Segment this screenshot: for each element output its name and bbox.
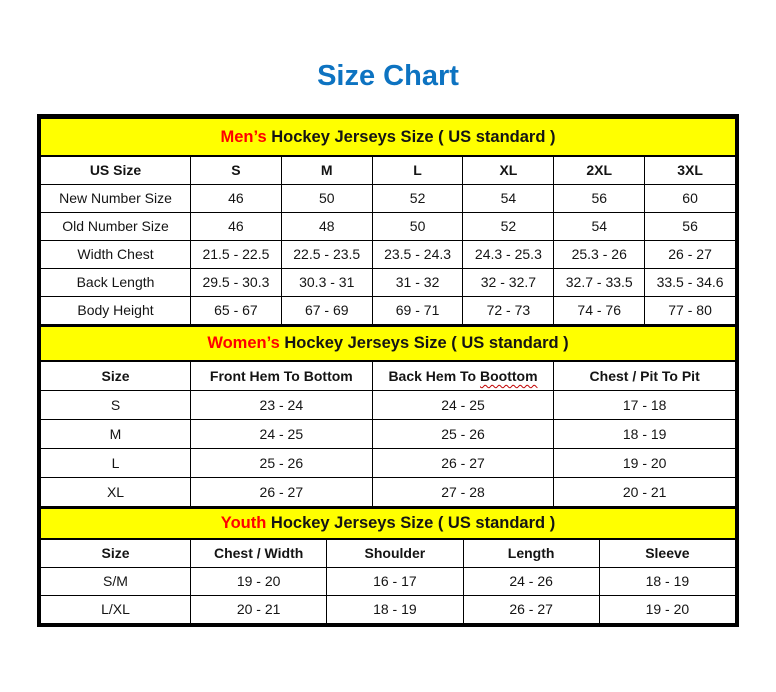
table-cell: 65 - 67 bbox=[191, 296, 282, 324]
table-cell: 46 bbox=[191, 184, 282, 212]
table-cell: 48 bbox=[281, 212, 372, 240]
column-header: Size bbox=[41, 361, 191, 391]
table-cell: 32.7 - 33.5 bbox=[554, 268, 645, 296]
table-cell: 67 - 69 bbox=[281, 296, 372, 324]
womens-table-caption bbox=[41, 326, 736, 361]
table-cell: 50 bbox=[281, 184, 372, 212]
mens-caption-rest: Hockey Jerseys Size ( US standard ) bbox=[266, 127, 556, 146]
row-label: L bbox=[41, 449, 191, 478]
size-chart-tables bbox=[37, 114, 739, 627]
row-label: New Number Size bbox=[41, 184, 191, 212]
table-cell: 72 - 73 bbox=[463, 296, 554, 324]
table-cell: 26 - 27 bbox=[372, 449, 554, 478]
table-cell: 24 - 25 bbox=[372, 391, 554, 420]
table-cell: 54 bbox=[463, 184, 554, 212]
youth-header-row bbox=[41, 539, 736, 567]
womens-caption-row bbox=[41, 326, 736, 361]
table-cell: 74 - 76 bbox=[554, 296, 645, 324]
table-row bbox=[41, 212, 736, 240]
row-label: Body Height bbox=[41, 296, 191, 324]
table-cell: 54 bbox=[554, 212, 645, 240]
table-cell: 20 - 21 bbox=[554, 478, 736, 507]
column-header: XL bbox=[463, 156, 554, 184]
column-header: Shoulder bbox=[327, 539, 463, 567]
column-header: Front Hem To Bottom bbox=[191, 361, 373, 391]
row-label: Old Number Size bbox=[41, 212, 191, 240]
column-header: Chest / Pit To Pit bbox=[554, 361, 736, 391]
youth-caption-highlight: Youth bbox=[220, 514, 267, 532]
table-cell: 24.3 - 25.3 bbox=[463, 240, 554, 268]
table-cell: 17 - 18 bbox=[554, 391, 736, 420]
table-row bbox=[41, 420, 736, 449]
table-cell: 19 - 20 bbox=[554, 449, 736, 478]
table-row bbox=[41, 478, 736, 507]
table-cell: 23 - 24 bbox=[191, 391, 373, 420]
table-cell: 56 bbox=[554, 184, 645, 212]
table-cell: 52 bbox=[372, 184, 463, 212]
mens-caption-highlight: Men’s bbox=[220, 127, 267, 146]
table-row bbox=[41, 449, 736, 478]
table-cell: 50 bbox=[372, 212, 463, 240]
womens-caption-highlight: Women’s bbox=[207, 333, 280, 352]
table-cell: 26 - 27 bbox=[191, 478, 373, 507]
column-header: M bbox=[281, 156, 372, 184]
table-cell: 24 - 26 bbox=[463, 567, 599, 595]
table-cell: 24 - 25 bbox=[191, 420, 373, 449]
table-cell: 18 - 19 bbox=[554, 420, 736, 449]
page-title: Size Chart bbox=[317, 60, 459, 92]
column-header: Size bbox=[41, 539, 191, 567]
table-cell: 69 - 71 bbox=[372, 296, 463, 324]
table-row bbox=[41, 595, 736, 623]
row-label: XL bbox=[41, 478, 191, 507]
row-label: M bbox=[41, 420, 191, 449]
column-header: Length bbox=[463, 539, 599, 567]
table-cell: 18 - 19 bbox=[327, 595, 463, 623]
table-cell: 56 bbox=[645, 212, 736, 240]
row-label: Back Length bbox=[41, 268, 191, 296]
table-cell: 46 bbox=[191, 212, 282, 240]
table-cell: 22.5 - 23.5 bbox=[281, 240, 372, 268]
table-cell: 27 - 28 bbox=[372, 478, 554, 507]
table-cell: 31 - 32 bbox=[372, 268, 463, 296]
mens-table-caption bbox=[41, 118, 736, 156]
table-row bbox=[41, 296, 736, 324]
table-cell: 19 - 20 bbox=[599, 595, 735, 623]
mens-size-table bbox=[40, 117, 736, 325]
mens-header-row bbox=[41, 156, 736, 184]
table-cell: 25 - 26 bbox=[191, 449, 373, 478]
table-cell: 30.3 - 31 bbox=[281, 268, 372, 296]
youth-table-caption bbox=[41, 508, 736, 539]
table-cell: 26 - 27 bbox=[645, 240, 736, 268]
table-row bbox=[41, 567, 736, 595]
column-header: 3XL bbox=[645, 156, 736, 184]
row-label: S bbox=[41, 391, 191, 420]
table-row bbox=[41, 391, 736, 420]
table-cell: 25 - 26 bbox=[372, 420, 554, 449]
row-label: Width Chest bbox=[41, 240, 191, 268]
table-cell: 26 - 27 bbox=[463, 595, 599, 623]
youth-caption-rest: Hockey Jerseys Size ( US standard ) bbox=[266, 514, 556, 532]
table-cell: 32 - 32.7 bbox=[463, 268, 554, 296]
column-header: US Size bbox=[41, 156, 191, 184]
table-cell: 16 - 17 bbox=[327, 567, 463, 595]
table-cell: 33.5 - 34.6 bbox=[645, 268, 736, 296]
youth-size-table bbox=[40, 507, 736, 624]
table-cell: 25.3 - 26 bbox=[554, 240, 645, 268]
womens-header-row bbox=[41, 361, 736, 391]
table-cell: 29.5 - 30.3 bbox=[191, 268, 282, 296]
table-row bbox=[41, 184, 736, 212]
table-cell: 19 - 20 bbox=[191, 567, 327, 595]
womens-caption-rest: Hockey Jerseys Size ( US standard ) bbox=[279, 333, 569, 352]
table-cell: 60 bbox=[645, 184, 736, 212]
table-row bbox=[41, 268, 736, 296]
table-cell: 23.5 - 24.3 bbox=[372, 240, 463, 268]
row-label: S/M bbox=[41, 567, 191, 595]
table-row bbox=[41, 240, 736, 268]
column-header-prefix: Back Hem To bbox=[388, 367, 480, 384]
column-header: S bbox=[191, 156, 282, 184]
table-cell: 20 - 21 bbox=[191, 595, 327, 623]
column-header: Sleeve bbox=[599, 539, 735, 567]
table-cell: 77 - 80 bbox=[645, 296, 736, 324]
table-cell: 18 - 19 bbox=[599, 567, 735, 595]
womens-size-table bbox=[40, 325, 736, 508]
mens-caption-row bbox=[41, 118, 736, 156]
column-header: 2XL bbox=[554, 156, 645, 184]
row-label: L/XL bbox=[41, 595, 191, 623]
youth-caption-row bbox=[41, 508, 736, 539]
table-cell: 52 bbox=[463, 212, 554, 240]
column-header: L bbox=[372, 156, 463, 184]
column-header-misspelled bbox=[372, 361, 554, 391]
column-header: Chest / Width bbox=[191, 539, 327, 567]
table-cell: 21.5 - 22.5 bbox=[191, 240, 282, 268]
spellcheck-underline-word: Boottom bbox=[479, 367, 538, 384]
